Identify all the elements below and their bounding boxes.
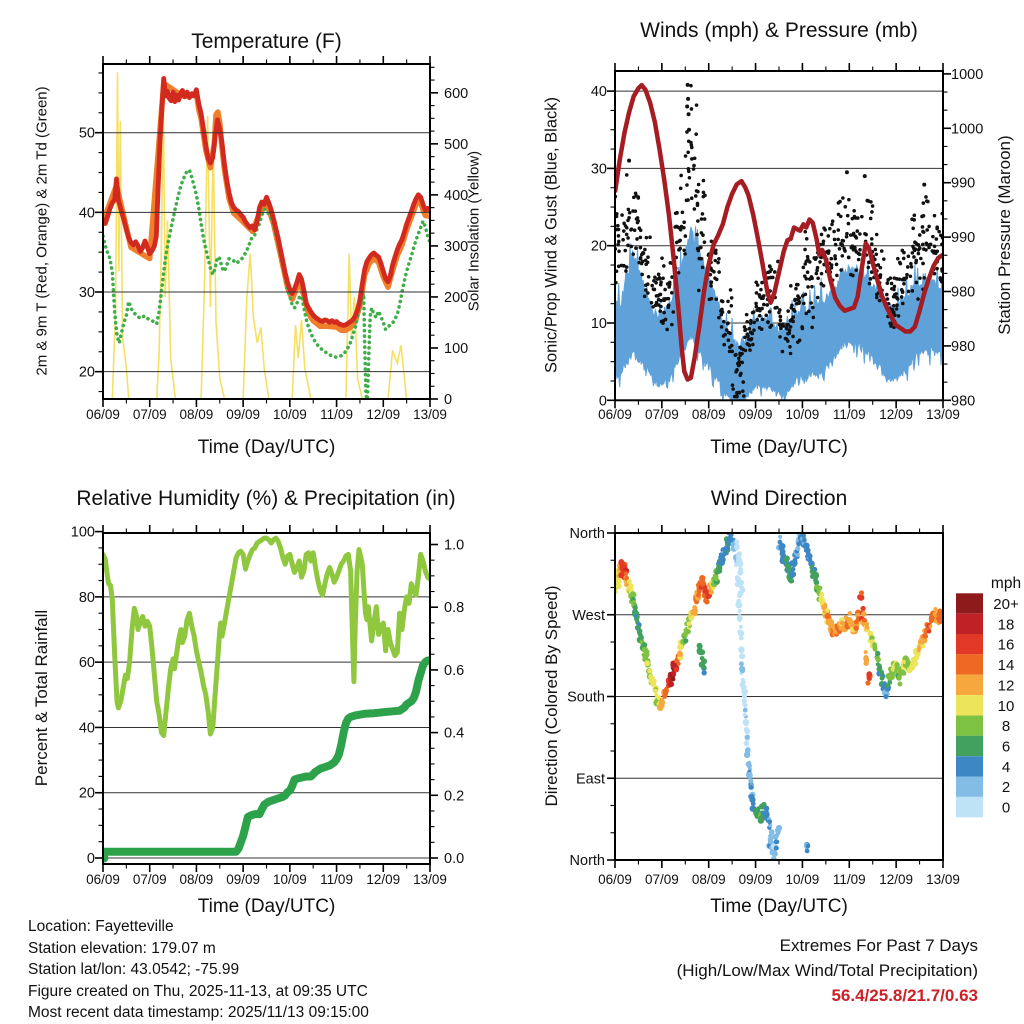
x-tick-label: 09/09 xyxy=(226,407,261,422)
x-tick-label: 13/09 xyxy=(413,407,447,422)
temp-y-tick-label: 50 xyxy=(78,125,95,142)
winds-x-axis-title: Time (Day/UTC) xyxy=(710,437,848,458)
x-tick-label: 11/09 xyxy=(320,407,353,422)
x-tick-label: 11/09 xyxy=(832,407,866,422)
station-latlon: Station lat/lon: 43.0542; -75.99 xyxy=(28,961,240,978)
extremes-values: 56.4/25.8/21.7/0.63 xyxy=(831,986,978,1005)
x-tick-label: 10/09 xyxy=(785,872,820,887)
x-tick-label: 09/09 xyxy=(226,872,261,887)
pressure-y-tick-label: 1000 xyxy=(951,121,984,138)
precip-y-tick-label: 0.4 xyxy=(444,725,465,742)
solar-y-tick-label: 100 xyxy=(444,340,469,357)
precip-y-tick-label: 0.2 xyxy=(444,788,465,805)
x-tick-label: 11/09 xyxy=(832,872,866,887)
humidity-y-tick-label: 100 xyxy=(70,524,95,541)
pressure-y-tick-label: 990 xyxy=(951,175,976,192)
pressure-y-tick-label: 980 xyxy=(951,338,976,355)
x-tick-label: 08/09 xyxy=(179,872,214,887)
colorbar-label: 20+ xyxy=(993,595,1019,613)
colorbar-label: 10 xyxy=(997,697,1015,715)
extremes-subtitle: (High/Low/Max Wind/Total Precipitation) xyxy=(676,961,978,980)
precip-y-tick-label: 1.0 xyxy=(444,537,465,554)
precip-y-tick-label: 0.8 xyxy=(444,600,465,617)
extremes-summary xyxy=(677,933,978,1008)
recent-data-timestamp: Most recent data timestamp: 2025/11/13 09:15:00 xyxy=(28,1004,369,1021)
total-rainfall-series xyxy=(103,661,430,852)
humidity-left-axis-title: Percent & Total Rainfall xyxy=(32,609,51,787)
x-tick-label: 10/09 xyxy=(272,872,307,887)
temperature-chart xyxy=(103,72,430,399)
wind-y-tick-label: 0 xyxy=(598,393,607,410)
colorbar-segment xyxy=(956,716,983,736)
x-tick-label: 10/09 xyxy=(272,407,307,422)
precip-y-tick-label: 0.0 xyxy=(444,851,465,867)
wind-y-tick-label: 10 xyxy=(590,316,607,332)
winds-chart xyxy=(613,83,944,403)
station-elevation: Station elevation: 179.07 m xyxy=(28,939,216,957)
humidity-x-axis-title: Time (Day/UTC) xyxy=(197,896,336,917)
station-location: Location: Fayetteville xyxy=(28,918,174,935)
winds-left-axis-title: Sonic/Prop Wind & Gust (Blue, Black) xyxy=(542,96,561,374)
humidity-y-tick-label: 80 xyxy=(78,589,95,606)
speed-colorbar xyxy=(956,593,983,817)
humidity-y-tick-label: 40 xyxy=(78,720,95,737)
x-tick-label: 12/09 xyxy=(879,872,914,887)
x-tick-label: 06/09 xyxy=(86,407,120,422)
direction-y-tick-label: North xyxy=(569,526,605,542)
x-tick-label: 13/09 xyxy=(413,872,447,887)
solar-y-tick-label: 500 xyxy=(444,136,469,153)
colorbar-segment xyxy=(956,614,983,634)
colorbar-segment xyxy=(956,675,983,695)
colorbar-label: 6 xyxy=(1001,738,1011,756)
humidity-y-tick-label: 0 xyxy=(86,851,95,867)
temp-y-tick-label: 20 xyxy=(78,364,95,381)
temperature-chart-title: Temperature (F) xyxy=(191,30,342,53)
colorbar-segment xyxy=(956,634,983,654)
colorbar-segment xyxy=(956,756,983,776)
temp-y-tick-label: 30 xyxy=(78,285,95,302)
humidity-chart-title: Relative Humidity (%) & Precipitation (in) xyxy=(76,487,456,510)
colorbar-segment xyxy=(956,695,983,715)
temperature-x-axis-title: Time (Day/UTC) xyxy=(197,437,336,458)
x-tick-label: 07/09 xyxy=(132,407,167,422)
x-tick-label: 08/09 xyxy=(691,872,726,887)
x-tick-label: 10/09 xyxy=(785,407,820,422)
colorbar-label: 14 xyxy=(997,657,1015,675)
colorbar-label: 12 xyxy=(997,677,1015,695)
x-tick-label: 13/09 xyxy=(926,407,960,422)
pressure-right-axis-title: Station Pressure (Maroon) xyxy=(995,135,1014,335)
colorbar-segment xyxy=(956,654,983,674)
relative-humidity-series xyxy=(103,538,430,736)
x-tick-label: 08/09 xyxy=(691,407,726,422)
pressure-y-tick-label: 980 xyxy=(951,393,976,410)
x-tick-label: 13/09 xyxy=(926,872,960,887)
temperature-9m-series xyxy=(103,83,430,330)
x-tick-label: 12/09 xyxy=(879,407,914,422)
wind-direction-x-axis-title: Time (Day/UTC) xyxy=(710,896,848,917)
x-tick-label: 07/09 xyxy=(644,872,679,887)
x-tick-label: 08/09 xyxy=(179,407,214,422)
winds-chart-title: Winds (mph) & Pressure (mb) xyxy=(640,19,918,42)
wind-y-tick-label: 40 xyxy=(590,84,607,101)
x-tick-label: 09/09 xyxy=(738,407,773,422)
x-tick-label: 06/09 xyxy=(598,407,632,422)
colorbar-title: mph xyxy=(990,575,1022,592)
humidity-chart xyxy=(99,538,430,862)
x-tick-label: 11/09 xyxy=(320,872,353,887)
extremes-title: Extremes For Past 7 Days xyxy=(779,936,978,955)
solar-y-tick-label: 200 xyxy=(444,289,469,306)
figure-created-timestamp: Figure created on Thu, 2025-11-13, at 09:35 UTC xyxy=(28,982,368,1000)
colorbar-label: 4 xyxy=(1001,758,1011,776)
solar-y-tick-label: 400 xyxy=(444,187,469,204)
solar-right-axis-title: Solar Insolation (Yellow) xyxy=(465,150,483,312)
direction-y-tick-label: North xyxy=(569,853,605,869)
humidity-plot-frame xyxy=(103,533,430,864)
temp-y-tick-label: 40 xyxy=(78,205,95,222)
direction-y-tick-label: West xyxy=(572,607,605,624)
colorbar-segment xyxy=(956,797,983,817)
station-info xyxy=(28,916,369,1024)
solar-y-tick-label: 600 xyxy=(444,85,469,102)
x-tick-label: 07/09 xyxy=(132,872,167,887)
x-tick-label: 07/09 xyxy=(644,407,679,422)
colorbar-label: 2 xyxy=(1001,779,1011,797)
x-tick-label: 12/09 xyxy=(366,407,401,422)
x-tick-label: 12/09 xyxy=(366,872,401,887)
temperature-left-axis-title: 2m & 9m T (Red, Orange) & 2m Td (Green) xyxy=(33,86,51,376)
humidity-y-tick-label: 60 xyxy=(78,655,95,672)
wind-direction-chart xyxy=(612,526,946,861)
pressure-y-tick-label: 980 xyxy=(951,284,976,301)
wind-y-tick-label: 20 xyxy=(590,238,607,255)
wind-direction-left-axis-title: Direction (Colored By Speed) xyxy=(542,585,561,807)
wind-direction-chart-title: Wind Direction xyxy=(710,487,848,510)
colorbar-segment xyxy=(956,777,983,797)
x-tick-label: 06/09 xyxy=(598,872,632,887)
colorbar-label: 8 xyxy=(1001,718,1011,736)
colorbar-label: 18 xyxy=(997,616,1015,634)
colorbar-label: 16 xyxy=(997,636,1015,654)
solar-y-tick-label: 300 xyxy=(444,238,469,255)
direction-y-tick-label: South xyxy=(567,689,605,706)
x-tick-label: 09/09 xyxy=(738,872,773,887)
precip-y-tick-label: 0.6 xyxy=(444,662,465,679)
wind-y-tick-label: 30 xyxy=(590,161,607,178)
humidity-y-tick-label: 20 xyxy=(78,785,95,802)
x-tick-label: 06/09 xyxy=(86,872,120,887)
direction-y-tick-label: East xyxy=(575,771,605,788)
colorbar-label: 0 xyxy=(1001,799,1011,817)
pressure-y-tick-label: 1000 xyxy=(951,66,984,83)
pressure-y-tick-label: 990 xyxy=(951,230,976,247)
colorbar-segment xyxy=(956,593,983,613)
solar-y-tick-label: 0 xyxy=(444,392,453,408)
colorbar-segment xyxy=(956,736,983,756)
